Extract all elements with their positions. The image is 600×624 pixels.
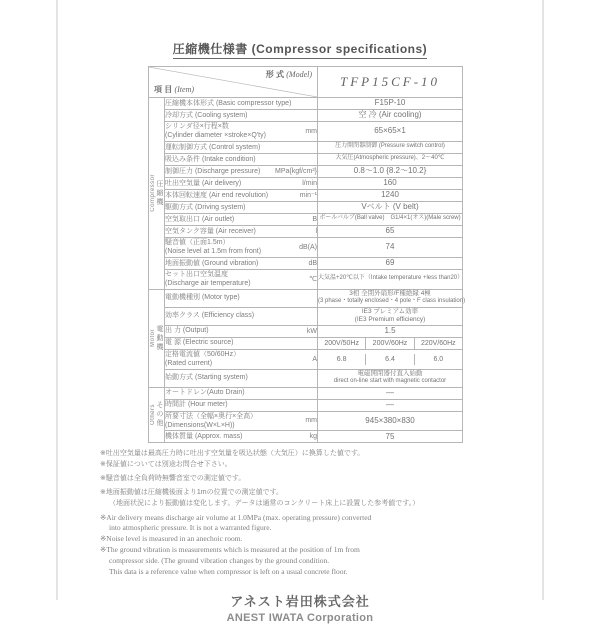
row-value: 65 <box>385 226 395 236</box>
row-label-cell <box>165 349 318 369</box>
row-value-cell <box>318 349 463 369</box>
title-wrap <box>100 40 500 59</box>
header-diagonal-cell <box>149 67 318 98</box>
row-value-cell <box>318 387 463 399</box>
spec-row <box>149 431 463 443</box>
note-line-jp: ※騒音値は全負荷時無響音室での測定値です。 <box>100 475 246 483</box>
row-label-cell <box>165 110 318 122</box>
item-label-jp: 項 目 <box>154 85 173 94</box>
row-label-cell <box>165 257 318 269</box>
row-label: オートドレン(Auto Drain) <box>165 389 245 397</box>
model-label-en: (Model) <box>286 70 312 79</box>
spec-row <box>149 177 463 189</box>
row-unit: dB <box>308 259 317 267</box>
row-unit: B <box>312 215 317 223</box>
row-label-cell <box>165 189 318 201</box>
spec-row <box>149 307 463 325</box>
row-unit: mm <box>305 417 317 425</box>
row-value: 75 <box>385 431 395 441</box>
row-value-col: 220V/60Hz <box>414 338 462 349</box>
row-label-cell <box>165 369 318 387</box>
row-label-cell <box>165 307 318 325</box>
note-line-jp: （地面状況により振動値は変化します。データは通常のコンクリート床上に設置した参考値です。） <box>109 499 420 507</box>
row-unit: l <box>315 227 317 235</box>
spec-row <box>149 165 463 177</box>
note-line-jp: ※保証値については別途お問合せ下さい。 <box>100 461 232 469</box>
row-value-cell <box>318 411 463 431</box>
row-value-col: 6.4 <box>365 354 413 365</box>
spec-row <box>149 269 463 289</box>
spec-row <box>149 369 463 387</box>
row-label: セット出口空気温度 (Discharge air temperature) <box>165 270 251 288</box>
row-label-cell <box>165 98 318 110</box>
table-header-row <box>149 67 463 98</box>
row-label-cell <box>165 237 318 257</box>
row-value: direct on-line start with magnetic contactor <box>333 378 447 385</box>
row-label-cell <box>165 213 318 225</box>
spec-row <box>149 349 463 369</box>
section-name-en: Compressor <box>150 174 156 213</box>
company-name-jp: アネスト岩田株式会社 <box>230 593 370 609</box>
row-label-cell <box>165 269 318 289</box>
row-value-cell <box>318 257 463 269</box>
spec-row <box>149 337 463 349</box>
row-label-cell <box>165 165 318 177</box>
row-value: 945×380×830 <box>365 415 415 425</box>
row-label-cell <box>165 122 318 142</box>
row-value-cell <box>318 141 463 153</box>
model-label <box>266 69 312 80</box>
section-name-jp: 圧縮機 <box>156 179 163 207</box>
row-value-col: 6.0 <box>414 354 462 365</box>
spec-row <box>149 289 463 307</box>
spec-row <box>149 399 463 411</box>
row-label: 出 力 (Output) <box>165 327 209 335</box>
row-value-cell <box>318 122 463 142</box>
spec-row <box>149 225 463 237</box>
row-label: 吸込み条件 (Intake condition) <box>165 155 256 163</box>
row-unit: A <box>312 355 317 363</box>
row-value: 大気温+20℃以下（Intake temperature +less than20） <box>318 275 464 282</box>
note-line-en: This data is a reference value when compressor is left on a usual concrete floor. <box>109 566 348 576</box>
row-value-cell <box>318 213 463 225</box>
note-line-jp: ※吐出空気量は最高圧力時に吐出す空気量を吸込状態（大気圧）に換算した値です。 <box>100 450 365 458</box>
row-value-cell <box>318 201 463 213</box>
row-value: 大気圧(Atmospheric pressure)、2〜40℃ <box>335 155 445 162</box>
row-value-cell <box>318 98 463 110</box>
note-line-en: into atmospheric pressure. It is not a warranted figure. <box>109 523 272 533</box>
row-unit: ℃ <box>309 276 317 284</box>
row-value-cell <box>318 189 463 201</box>
spec-table <box>148 66 466 443</box>
row-value: 74 <box>385 242 395 252</box>
row-label: 吐出空気量 (Air delivery) <box>165 179 242 187</box>
notes-english <box>100 513 500 578</box>
section-label <box>149 98 165 290</box>
row-value-cell <box>318 337 463 349</box>
row-value: 1.5 <box>384 325 396 335</box>
row-label: 冷却方式 (Cooling system) <box>165 111 248 119</box>
section-name-jp: 電動機 <box>156 324 163 352</box>
row-value-cell <box>318 289 466 307</box>
spec-row <box>149 189 463 201</box>
row-value-cell <box>318 369 463 387</box>
row-label: 効率クラス (Efficiency class) <box>165 312 255 320</box>
row-value-cell <box>318 431 463 443</box>
row-value-cell <box>318 399 463 411</box>
section-name-en: Others <box>150 404 156 426</box>
row-value-cell <box>318 225 463 237</box>
row-value: 160 <box>383 178 397 188</box>
row-value: IE3 プレミアム効率 <box>361 307 419 315</box>
row-unit: MPa{kgf/cm²} <box>274 167 317 175</box>
item-label-en: (Item) <box>174 85 195 94</box>
row-label: 圧縮機本体形式 (Basic compressor type) <box>165 99 292 107</box>
note-line-en: ※Noise level is measured in an anechoic room. <box>100 534 243 544</box>
row-label-cell <box>165 177 318 189</box>
row-label: 時間計 (Hour meter) <box>165 401 228 409</box>
notes <box>100 449 500 577</box>
row-value-cell <box>318 153 463 165</box>
spec-row <box>149 387 463 399</box>
footer <box>100 591 500 624</box>
spec-row <box>149 153 463 165</box>
section-name-jp: その他 <box>156 401 163 429</box>
row-value-cell <box>318 325 463 337</box>
note-line-en: ※Air delivery means discharge air volume at 1.0MPa (max. operating pressure) converted <box>100 512 372 522</box>
row-label-cell <box>165 289 318 307</box>
row-label-cell <box>165 141 318 153</box>
spec-row <box>149 141 463 153</box>
item-label <box>154 84 194 95</box>
row-label: 地面振動値 (Ground vibration) <box>165 259 259 267</box>
row-label-cell <box>165 325 318 337</box>
spec-row <box>149 122 463 142</box>
section-label <box>149 289 165 387</box>
company-name-en: ANEST IWATA Corporation <box>226 611 374 624</box>
row-value-cell <box>318 269 463 289</box>
row-label: 本体回転速度 (Air end revolution) <box>165 191 269 199</box>
spec-row <box>149 237 463 257</box>
row-value-cell <box>318 177 463 189</box>
row-value-col: 200V/60Hz <box>365 338 413 349</box>
row-unit: kW <box>306 327 317 335</box>
row-value: ボールバルブ(Ball valve) G1/4×1(オス)(Male screw) <box>319 215 461 222</box>
row-label: 電動機種別 (Motor type) <box>165 294 240 302</box>
note-line-jp: ※地面振動値は圧縮機後面より1mの位置での測定値です。 <box>100 488 284 496</box>
row-label: 空気取出口 (Air outlet) <box>165 215 235 223</box>
row-value: 電磁開閉器付直入始動 <box>357 369 423 377</box>
spec-row <box>149 98 463 110</box>
scan-edge-left <box>56 0 58 600</box>
model-label-jp: 形 式 <box>265 70 284 79</box>
row-value: ― <box>386 387 394 397</box>
row-label-cell <box>165 225 318 237</box>
row-value: 空 冷 (Air cooling) <box>358 110 422 120</box>
row-value: 65×65×1 <box>374 126 406 136</box>
spec-row <box>149 110 463 122</box>
note-line-en: compressor side. (The ground vibration changes by the ground condition. <box>109 556 330 566</box>
spec-row <box>149 411 463 431</box>
row-label-cell <box>165 201 318 213</box>
row-label: 駆動方式 (Driving system) <box>165 203 246 211</box>
row-label-cell <box>165 337 318 349</box>
row-value: Vベルト (V belt) <box>361 202 419 212</box>
row-value: 圧力開閉器制御 (Pressure switch control) <box>335 143 445 150</box>
row-label-cell <box>165 399 318 411</box>
row-label: 制御圧力 (Discharge pressure) <box>165 167 261 175</box>
row-value-col: 200V/50Hz <box>324 339 359 347</box>
row-label: 定格電流値（50/60Hz） (Rated current) <box>165 350 241 368</box>
row-value-col: 6.8 <box>336 355 347 363</box>
row-value: 1240 <box>381 190 399 200</box>
row-unit: dB(A) <box>299 243 317 251</box>
row-value: 0.8〜1.0 {8.2〜10.2} <box>353 166 427 176</box>
notes-japanese <box>100 449 500 509</box>
row-label: 電 源 (Electric source) <box>165 339 234 347</box>
section-name-en: Motor <box>150 329 156 347</box>
model-value-cell <box>318 67 463 98</box>
spec-table-body <box>149 67 466 443</box>
row-value: (3 phase・totally enclosed・4 pole・F class insulation) <box>318 298 466 305</box>
row-value: F15P-10 <box>374 98 406 108</box>
page-title: 圧縮機仕様書 (Compressor specifications) <box>173 40 427 59</box>
section-label <box>149 387 165 443</box>
row-value: (IE3 Premium efficiency) <box>354 316 426 324</box>
row-value: 3相 全閉外扇形/F種絶縁 4極 <box>349 290 431 297</box>
row-value-cell <box>318 307 463 325</box>
scan-edge-right <box>542 0 544 600</box>
model-value: TFP15CF-10 <box>339 74 441 89</box>
row-label: シリンダ径×行程×数 (Cylinder diameter ×stroke×Q'ty) <box>165 123 266 140</box>
row-unit: kg <box>309 433 317 441</box>
row-unit: mm <box>305 127 317 135</box>
row-value-cell <box>318 110 463 122</box>
row-label: 所要寸法（全幅×奥行×全高） (Dimensions(W×L×H)) <box>165 412 258 429</box>
spec-row <box>149 213 463 225</box>
row-label: 空気タンク容量 (Air receiver) <box>165 227 256 235</box>
row-unit: l/min <box>302 179 317 187</box>
spec-row <box>149 257 463 269</box>
row-value: ― <box>386 399 394 409</box>
row-label-cell <box>165 411 318 431</box>
note-line-en: ※The ground vibration is measurements which is measured at the position of 1m from <box>100 545 360 555</box>
row-unit: min⁻¹ <box>299 192 317 200</box>
row-label-cell <box>165 153 318 165</box>
sheet-content <box>100 40 500 624</box>
row-value: 69 <box>385 258 395 268</box>
row-label: 運転制御方式 (Control system) <box>165 143 261 151</box>
spec-row <box>149 201 463 213</box>
row-label-cell <box>165 431 318 443</box>
row-value-cell <box>318 237 463 257</box>
row-label-cell <box>165 387 318 399</box>
row-label: 始動方式 (Starting system) <box>165 374 248 382</box>
row-value-cell <box>318 165 463 177</box>
row-label: 騒音値（正面1.5m） (Noise level at 1.5m from front) <box>165 238 262 256</box>
row-label: 機体質量 (Approx. mass) <box>165 433 243 441</box>
spec-row <box>149 325 463 337</box>
